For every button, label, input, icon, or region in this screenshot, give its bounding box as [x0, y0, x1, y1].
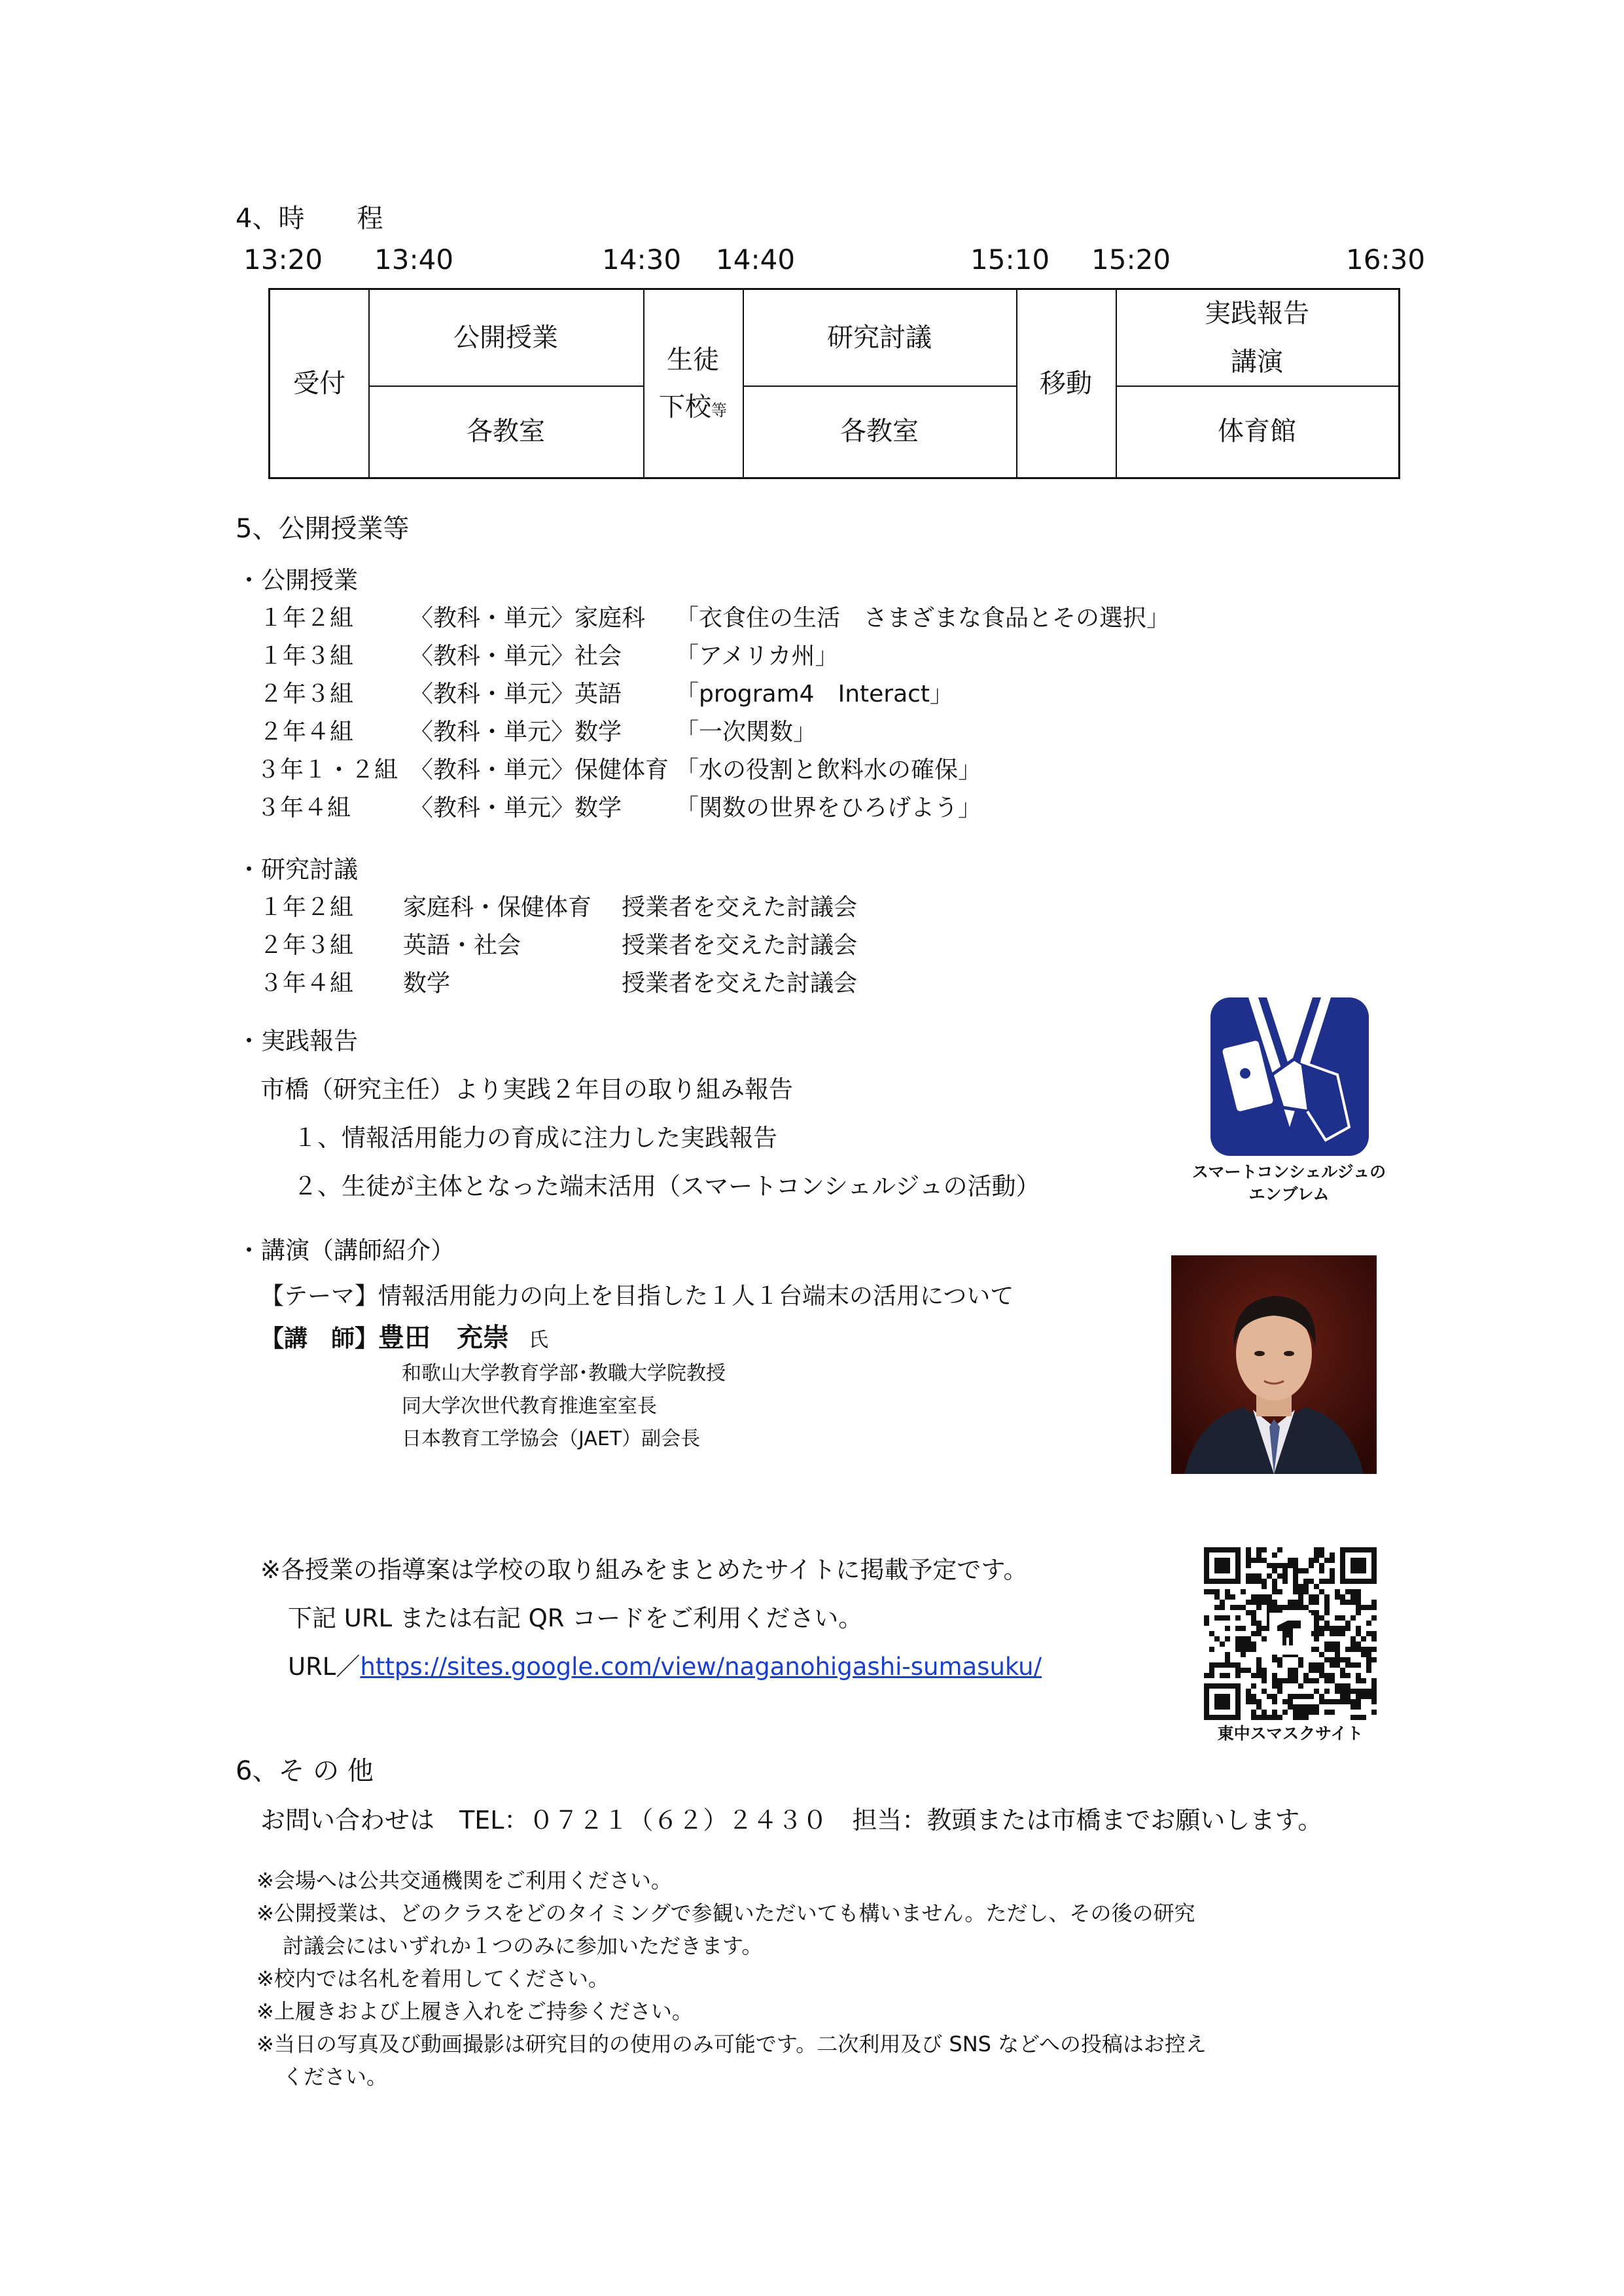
- section-6-title: 6、そ の 他: [236, 1756, 374, 1786]
- url-line: [288, 1647, 1042, 1682]
- schedule-discussion-place: 各教室: [840, 416, 919, 446]
- time-label: 13:20: [243, 243, 323, 276]
- report-line2: 講演: [1231, 347, 1283, 377]
- discussion-heading: ・研究討議: [237, 855, 358, 884]
- schedule-table: [268, 288, 1400, 479]
- smart-concierge-emblem: [1209, 996, 1370, 1157]
- lecturer-photo: [1171, 1255, 1377, 1474]
- schedule-times: [0, 243, 1624, 283]
- portrait-icon: [1171, 1255, 1377, 1474]
- qr-caption: 東中スマスクサイト: [1217, 1724, 1364, 1743]
- note-item: ※上履きおよび上履き入れをご持参ください。: [256, 1999, 693, 2024]
- report-intro: 市橋（研究主任）より実践２年目の取り組み報告: [260, 1075, 793, 1103]
- schedule-open-class: 公開授業: [453, 323, 558, 353]
- time-label: 15:10: [970, 243, 1050, 276]
- url-prefix: URL／: [288, 1653, 361, 1681]
- qr-code-icon: [1204, 1547, 1377, 1720]
- report-item: １、情報活用能力の育成に注力した実践報告: [293, 1124, 777, 1152]
- schedule-students-leave: [643, 290, 743, 477]
- lecture-theme: [260, 1278, 1014, 1311]
- note-item: ※会場へは公共交通機関をご利用ください。: [256, 1868, 672, 1893]
- schedule-discussion: 研究討議: [827, 323, 932, 353]
- contact-line: お問い合わせは TEL：０７２１（６２）２４３０ 担当：教頭または市橋までお願いします。: [260, 1806, 1323, 1835]
- note-item: ※当日の写真及び動画撮影は研究目的の使用のみ可能です。二次利用及び SNS などへの投稿はお控え: [256, 2032, 1207, 2056]
- note-item: 討議会にはいずれか１つのみに参加いただきます。: [283, 1933, 763, 1958]
- section-4-title: 4、時 程: [236, 204, 383, 234]
- lecturer-name: 豊田 充崇: [378, 1323, 510, 1353]
- note-item: ※公開授業は、どのクラスをどのタイミングで参観いただいても構いません。ただし、その後の研究: [256, 1901, 1195, 1926]
- qr-code[interactable]: [1204, 1547, 1377, 1720]
- theme-label: 【テーマ】: [260, 1283, 379, 1310]
- report-line1: 実践報告: [1205, 298, 1309, 329]
- theme-text: 情報活用能力の向上を目指した１人１台端末の活用について: [378, 1283, 1014, 1310]
- site-url-link[interactable]: https://sites.google.com/view/naganohigashi-sumasuku/: [360, 1653, 1042, 1681]
- lecturer-label: 【講 師】: [260, 1325, 379, 1352]
- emblem-icon: [1209, 996, 1370, 1157]
- lecturer-honorific: 氏: [529, 1329, 549, 1352]
- note-item: ください。: [283, 2064, 388, 2089]
- schedule-move: 移動: [1040, 368, 1092, 399]
- section-5-title: 5、公開授業等: [236, 514, 410, 544]
- notice-line2: 下記 URL または右記 QR コードをご利用ください。: [288, 1604, 863, 1632]
- open-classes-heading: ・公開授業: [237, 566, 358, 594]
- notes-list: [256, 1864, 1207, 2093]
- time-label: 16:30: [1346, 243, 1426, 276]
- schedule-report-place: 体育館: [1218, 416, 1296, 446]
- schedule-report: [1116, 290, 1398, 386]
- note-item: ※校内では名札を着用してください。: [256, 1966, 609, 1991]
- schedule-reception: 受付: [293, 368, 345, 399]
- students-line1: 生徒: [667, 345, 719, 375]
- time-label: 14:40: [716, 243, 796, 276]
- notice-line1: ※各授業の指導案は学校の取り組みをまとめたサイトに掲載予定です。: [260, 1556, 1028, 1584]
- schedule-open-class-place: 各教室: [467, 416, 545, 446]
- lecturer-line: [260, 1317, 548, 1354]
- time-label: 14:30: [602, 243, 682, 276]
- emblem-caption: スマートコンシェルジュの エンブレム: [1192, 1162, 1386, 1204]
- time-label: 13:40: [374, 243, 454, 276]
- report-item: ２、生徒が主体となった端末活用（スマートコンシェルジュの活動）: [293, 1172, 1040, 1200]
- lecture-heading: ・講演（講師紹介）: [237, 1236, 455, 1265]
- students-line2: 下校等: [659, 392, 727, 422]
- time-label: 15:20: [1091, 243, 1171, 276]
- report-heading: ・実践報告: [237, 1027, 358, 1055]
- lecturer-titles: 和歌山大学教育学部･教職大学院教授 同大学次世代教育推進室室長 日本教育工学協会（JAET）副会長: [402, 1362, 726, 1450]
